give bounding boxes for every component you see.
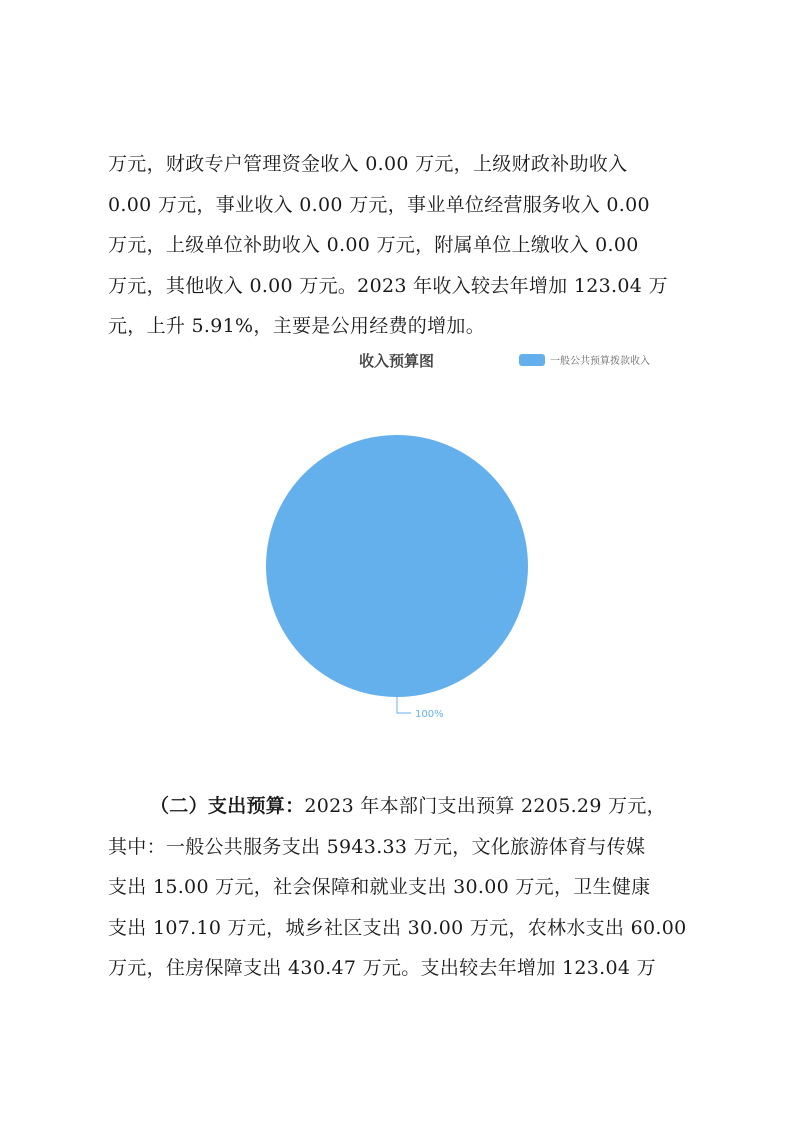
- text-line: 万元，其他收入 0.00 万元。2023 年收入较去年增加 123.04 万: [108, 274, 668, 297]
- text-line: 元，上升 5.91%，主要是公用经费的增加。: [108, 315, 485, 337]
- legend-label: 一般公共预算拨款收入: [550, 356, 650, 367]
- text-line: [108, 786, 698, 827]
- section-heading: （二）支出预算：: [150, 795, 305, 817]
- text-line: 万元，上级单位补助收入 0.00 万元，附属单位上缴收入 0.00: [108, 234, 639, 256]
- chart-title: 收入预算图: [358, 352, 434, 370]
- text-line: 支出 107.10 万元，城乡社区支出 30.00 万元，农林水支出 60.00: [108, 916, 687, 939]
- label-leader-line: [397, 697, 411, 713]
- text-line: 支出 15.00 万元，社会保障和就业支出 30.00 万元，卫生健康: [108, 876, 651, 898]
- text-line: 其中：一般公共服务支出 5943.33 万元，文化旅游体育与传媒: [108, 835, 646, 858]
- text-line: 万元，住房保障支出 430.47 万元。支出较去年增加 123.04 万: [108, 957, 656, 979]
- expenditure-paragraph: [108, 786, 698, 989]
- text-line: 万元，财政专户管理资金收入 0.00 万元，上级财政补助收入: [108, 153, 628, 175]
- text-segment: 2023 年本部门支出预算 2205.29 万元，: [304, 795, 666, 817]
- text-line: 0.00 万元，事业收入 0.00 万元，事业单位经营服务收入 0.00: [108, 193, 650, 216]
- data-label: 100%: [415, 709, 444, 720]
- pie-slice: [266, 435, 528, 697]
